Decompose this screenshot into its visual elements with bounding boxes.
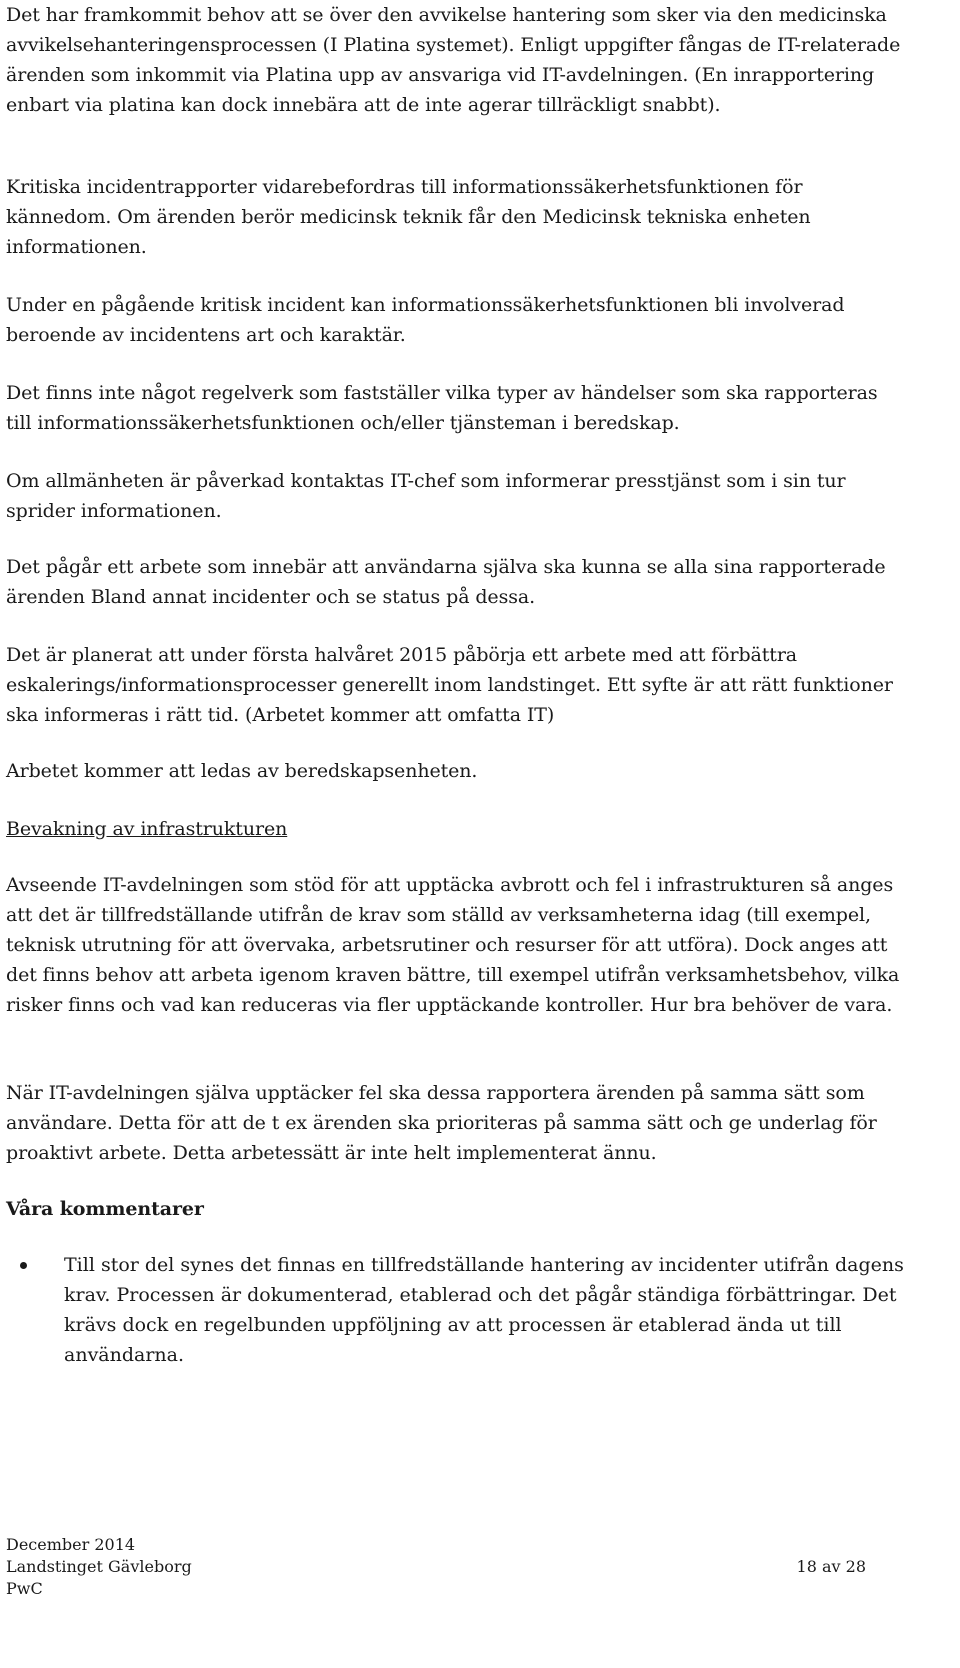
paragraph-kritiska-incidentrapporter: Kritiska incidentrapporter vidarebefordras till informationssäkerhetsfunktionen för kännedom. Om ärenden berör medicinsk teknik får den Medicinsk tekniska enheten informationen. [6,176,811,258]
section-heading-kommentarer: Våra kommentarer [6,1198,204,1220]
paragraph-beredskapsenheten: Arbetet kommer att ledas av beredskapsenheten. [6,760,478,782]
footer-company: PwC [6,1579,43,1598]
section-heading-bevakning: Bevakning av infrastrukturen [6,818,288,840]
comment-bullet-item [6,1250,906,1370]
footer-organization: Landstinget Gävleborg [6,1557,192,1576]
paragraph-regelverk: Det finns inte något regelverk som fastställer vilka typer av händelser som ska rapporteras till informationssäkerhetsfunktionen och/eller tjänsteman i beredskap. [6,382,878,434]
paragraph-avseende-it: Avseende IT-avdelningen som stöd för att upptäcka avbrott och fel i infrastrukturen så anges att det är tillfredställande utifrån de krav som ställd av verksamheterna idag (till exempel, teknisk utrutning för att övervaka, arbetsrutiner och resurser för att utföra). Dock anges att det finns behov att arbeta igenom kraven bättre, till exempel utifrån verksamhetsbehov, vilka risker finns och vad kan reduceras via fler upptäckande kontroller. Hur bra behöver de vara. [6,874,900,1016]
paragraph-pagaende-incident: Under en pågående kritisk incident kan informationssäkerhetsfunktionen bli involverad beroende av incidentens art och karaktär. [6,294,845,346]
paragraph-avvikelsehantering: Det har framkommit behov att se över den avvikelse hantering som sker via den medicinska avvikelsehanteringensprocessen (I Platina systemet). Enligt uppgifter fångas de IT-relaterade ärenden som inkommit via Platina upp av ansvariga vid IT-avdelningen. (En inrapportering enbart via platina kan dock innebära att de inte agerar tillräckligt snabbt). [6,4,901,116]
paragraph-nar-it-avdelningen: När IT-avdelningen själva upptäcker fel ska dessa rapportera ärenden på samma sätt som användare. Detta för att de t ex ärenden ska prioriteras på samma sätt och ge underlag för proaktivt arbete. Detta arbetessätt är inte helt implementerat ännu. [6,1082,877,1164]
footer-page-number: 18 av 28 [796,1557,866,1576]
paragraph-eskalering: Det är planerat att under första halvåret 2015 påbörja ett arbete med att förbättra eskalerings/informationsprocesser generellt inom landstinget. Ett syfte är att rätt funktioner ska informeras i rätt tid. (Arbetet kommer att omfatta IT) [6,644,893,726]
page-footer [6,1534,866,1600]
paragraph-anvandarna: Det pågår ett arbete som innebär att användarna själva ska kunna se alla sina rapporterade ärenden Bland annat incidenter och se status på dessa. [6,556,886,608]
comment-bullet-text: Till stor del synes det finnas en tillfredställande hantering av incidenter utifrån dagens krav. Processen är dokumenterad, etablerad och det pågår ständiga förbättringar. Det krävs dock en regelbunden uppföljning av att processen är etablerad ända ut till användarna. [64,1254,904,1366]
paragraph-allmanheten: Om allmänheten är påverkad kontaktas IT-chef som informerar presstjänst som i sin tur sprider informationen. [6,470,846,522]
footer-date: December 2014 [6,1535,136,1554]
comments-bullet-list [6,1250,906,1370]
bullet-icon [20,1262,27,1269]
